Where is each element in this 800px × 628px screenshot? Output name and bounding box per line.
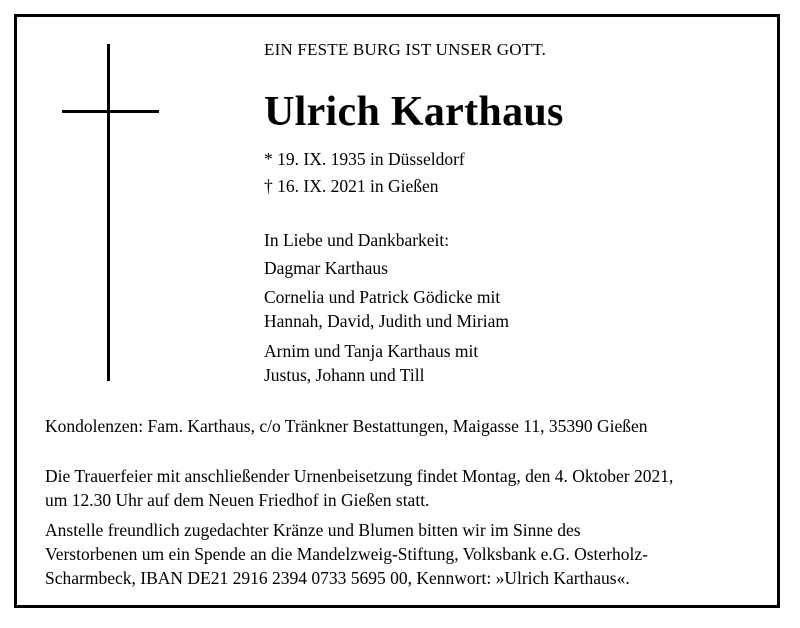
motto: EIN FESTE BURG IST UNSER GOTT. [264, 40, 547, 59]
donation-line: Anstelle freundlich zugedachter Kränze und Blumen bitten wir im Sinne des [45, 520, 581, 540]
ceremony-line: um 12.30 Uhr auf dem Neuen Friedhof in Gießen statt. [45, 490, 430, 510]
donation-line: Scharmbeck, IBAN DE21 2916 2394 0733 5695 00, Kennwort: »Ulrich Karthaus«. [45, 568, 630, 588]
cross-icon-horizontal [62, 110, 159, 113]
birth-date: * 19. IX. 1935 in Düsseldorf [264, 149, 465, 169]
condolences-address: Kondolenzen: Fam. Karthaus, c/o Tränkner Bestattungen, Maigasse 11, 35390 Gießen [45, 416, 648, 436]
mourners-intro: In Liebe und Dankbarkeit: [264, 230, 450, 250]
death-date: † 16. IX. 2021 in Gießen [264, 176, 439, 196]
mourner-line: Hannah, David, Judith und Miriam [264, 311, 509, 331]
mourner-line: Arnim und Tanja Karthaus mit [264, 341, 479, 361]
donation-line: Verstorbenen um ein Spende an die Mandelzweig-Stiftung, Volksbank e.G. Osterholz- [45, 544, 648, 564]
cross-icon-vertical [107, 44, 110, 381]
deceased-name: Ulrich Karthaus [264, 89, 564, 135]
mourner-line: Dagmar Karthaus [264, 258, 388, 278]
mourner-line: Justus, Johann und Till [264, 365, 425, 385]
ceremony-line: Die Trauerfeier mit anschließender Urnenbeisetzung findet Montag, den 4. Oktober 2021, [45, 466, 674, 486]
mourner-line: Cornelia und Patrick Gödicke mit [264, 287, 501, 307]
